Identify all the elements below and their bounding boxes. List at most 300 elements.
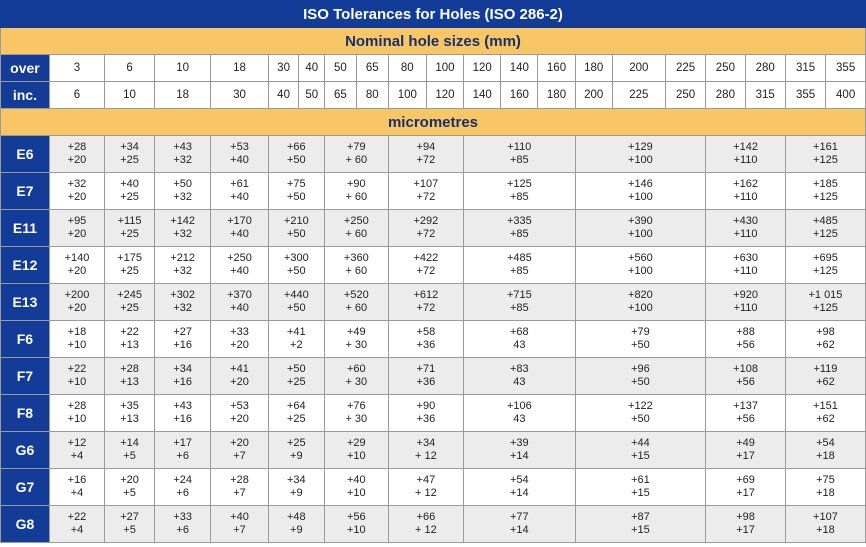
lower-deviation: +6	[176, 487, 189, 499]
grade-row	[1, 136, 866, 173]
lower-deviation: + 30	[345, 339, 368, 351]
upper-deviation: +88	[736, 326, 755, 338]
tolerance-cell	[706, 358, 786, 395]
lower-deviation: +125	[813, 302, 838, 314]
upper-deviation: +49	[736, 437, 755, 449]
upper-deviation: +390	[628, 215, 653, 227]
lower-deviation: +20	[230, 376, 249, 388]
lower-deviation: +50	[286, 191, 306, 203]
tolerance-cell	[49, 284, 104, 321]
tolerance-cell	[49, 210, 104, 247]
lower-deviation: +5	[123, 487, 136, 499]
tolerance-cell	[105, 358, 155, 395]
upper-deviation: +28	[67, 141, 87, 153]
grade-label: F8	[1, 395, 50, 432]
tolerance-cell	[324, 136, 388, 173]
tolerance-cell	[105, 506, 155, 543]
upper-deviation: +33	[173, 511, 192, 523]
tolerance-cell	[706, 395, 786, 432]
tolerance-cell	[706, 247, 786, 284]
lower-deviation: + 60	[345, 302, 368, 314]
grade-label: G6	[1, 432, 50, 469]
upper-deviation: +40	[120, 178, 139, 190]
upper-deviation: +75	[286, 178, 306, 190]
upper-deviation: +122	[628, 400, 653, 412]
tolerance-cell	[268, 210, 324, 247]
tolerance-cell	[575, 469, 706, 506]
size-over-cell: 30	[268, 55, 299, 82]
tolerance-cell	[155, 173, 211, 210]
size-over-cell: 180	[575, 55, 612, 82]
lower-deviation: + 60	[345, 191, 368, 203]
tolerance-cell	[268, 469, 324, 506]
tolerance-cell	[388, 173, 463, 210]
upper-deviation: +302	[170, 289, 196, 301]
lower-deviation: +4	[70, 524, 84, 536]
tolerance-cell	[268, 321, 324, 358]
lower-deviation: +17	[736, 524, 755, 536]
tolerance-cell	[464, 173, 576, 210]
tolerance-cell	[155, 358, 211, 395]
lower-deviation: +62	[816, 376, 835, 388]
upper-deviation: +16	[67, 474, 87, 486]
lower-deviation: +100	[628, 302, 653, 314]
lower-deviation: +20	[67, 228, 87, 240]
upper-deviation: +107	[813, 511, 838, 523]
lower-deviation: +17	[736, 450, 755, 462]
size-over-cell: 160	[538, 55, 575, 82]
upper-deviation: +24	[173, 474, 192, 486]
lower-deviation: +15	[631, 524, 650, 536]
lower-deviation: +18	[816, 524, 835, 536]
size-over-cell: 225	[665, 55, 705, 82]
lower-deviation: +32	[173, 265, 192, 277]
lower-deviation: + 12	[415, 524, 437, 536]
lower-deviation: +14	[510, 524, 529, 536]
upper-deviation: +151	[813, 400, 838, 412]
lower-deviation: +10	[346, 487, 366, 499]
tolerance-cell	[785, 358, 865, 395]
upper-deviation: +50	[286, 363, 306, 375]
lower-deviation: +13	[120, 339, 139, 351]
size-inc-cell: 10	[105, 82, 155, 109]
grade-label: E7	[1, 173, 50, 210]
upper-deviation: +820	[628, 289, 653, 301]
tolerance-cell	[324, 284, 388, 321]
lower-deviation: +62	[816, 339, 835, 351]
lower-deviation: + 12	[415, 450, 437, 462]
upper-deviation: +94	[416, 141, 436, 153]
grade-row	[1, 469, 866, 506]
lower-deviation: +100	[628, 228, 653, 240]
tolerance-cell	[575, 210, 706, 247]
grade-label: E12	[1, 247, 50, 284]
upper-deviation: +95	[67, 215, 87, 227]
grade-rows	[1, 136, 866, 543]
upper-deviation: +14	[120, 437, 139, 449]
tolerance-cell	[324, 432, 388, 469]
size-over-cell: 140	[501, 55, 538, 82]
lower-deviation: +36	[416, 376, 436, 388]
lower-deviation: +110	[733, 228, 758, 240]
tolerance-cell	[388, 432, 463, 469]
upper-deviation: +34	[416, 437, 436, 449]
upper-deviation: +422	[413, 252, 439, 264]
tolerance-cell	[464, 247, 576, 284]
upper-deviation: +29	[346, 437, 366, 449]
tolerance-cell	[49, 247, 104, 284]
upper-deviation: +129	[628, 141, 653, 153]
upper-deviation: +34	[120, 141, 139, 153]
tolerance-cell	[785, 247, 865, 284]
lower-deviation: +9	[290, 524, 303, 536]
upper-deviation: +17	[173, 437, 192, 449]
upper-deviation: +49	[346, 326, 366, 338]
lower-deviation: +56	[736, 339, 755, 351]
upper-deviation: +107	[413, 178, 439, 190]
tolerance-cell	[706, 506, 786, 543]
tolerance-cell	[211, 432, 268, 469]
tolerance-cell	[785, 395, 865, 432]
tolerance-cell	[575, 432, 706, 469]
lower-deviation: +16	[173, 376, 192, 388]
tolerance-cell	[211, 358, 268, 395]
lower-deviation: +20	[230, 413, 249, 425]
tolerance-cell	[324, 173, 388, 210]
lower-deviation: +72	[416, 154, 436, 166]
tolerance-cell	[785, 284, 865, 321]
size-inc-cell: 18	[155, 82, 211, 109]
lower-deviation: + 30	[345, 413, 368, 425]
tolerance-cell	[105, 247, 155, 284]
upper-deviation: +440	[283, 289, 309, 301]
grade-row	[1, 173, 866, 210]
upper-deviation: +87	[631, 511, 650, 523]
tolerance-cell	[324, 321, 388, 358]
upper-deviation: +115	[117, 215, 142, 227]
upper-deviation: +76	[346, 400, 366, 412]
upper-deviation: +175	[117, 252, 142, 264]
tolerance-cell	[785, 210, 865, 247]
tolerance-cell	[706, 173, 786, 210]
tolerance-cell	[211, 136, 268, 173]
tolerance-cell	[49, 395, 104, 432]
lower-deviation: +62	[816, 413, 835, 425]
tolerance-cell	[575, 358, 706, 395]
upper-deviation: +90	[346, 178, 366, 190]
upper-deviation: +485	[506, 252, 532, 264]
upper-deviation: +28	[120, 363, 139, 375]
lower-deviation: +10	[346, 450, 366, 462]
upper-deviation: +66	[286, 141, 306, 153]
tolerance-cell	[706, 432, 786, 469]
tolerance-cell	[575, 173, 706, 210]
size-inc-cell: 65	[324, 82, 356, 109]
upper-deviation: +715	[506, 289, 532, 301]
grade-label: E11	[1, 210, 50, 247]
lower-deviation: 43	[513, 413, 526, 425]
upper-deviation: +142	[733, 141, 758, 153]
tolerance-cell	[105, 469, 155, 506]
lower-deviation: + 60	[345, 228, 368, 240]
tolerance-cell	[105, 395, 155, 432]
lower-deviation: +125	[813, 154, 838, 166]
tolerance-cell	[464, 358, 576, 395]
tolerance-cell	[268, 284, 324, 321]
upper-deviation: +53	[230, 400, 249, 412]
tolerance-cell	[706, 136, 786, 173]
tolerance-cell	[155, 395, 211, 432]
upper-deviation: +41	[230, 363, 249, 375]
lower-deviation: +2	[290, 339, 303, 351]
lower-deviation: +25	[286, 413, 306, 425]
size-inc-cell: 280	[706, 82, 745, 109]
upper-deviation: +79	[631, 326, 650, 338]
size-over-cell: 200	[612, 55, 665, 82]
size-inc-cell: 400	[826, 82, 866, 109]
tolerance-cell	[211, 284, 268, 321]
upper-deviation: +43	[173, 400, 192, 412]
upper-deviation: +34	[286, 474, 306, 486]
grade-row	[1, 247, 866, 284]
grade-row	[1, 432, 866, 469]
size-over-cell: 65	[356, 55, 388, 82]
size-inc-cell: 80	[356, 82, 388, 109]
upper-deviation: +1 015	[808, 289, 843, 301]
grade-label: F6	[1, 321, 50, 358]
size-over-cell: 355	[826, 55, 866, 82]
tolerance-cell	[706, 210, 786, 247]
lower-deviation: +110	[733, 265, 758, 277]
lower-deviation: +20	[67, 302, 87, 314]
inc-row	[1, 82, 866, 109]
upper-deviation: +83	[510, 363, 529, 375]
grade-label: E13	[1, 284, 50, 321]
lower-deviation: +125	[813, 265, 838, 277]
upper-deviation: +119	[813, 363, 838, 375]
lower-deviation: +50	[286, 228, 306, 240]
upper-deviation: +60	[346, 363, 366, 375]
grade-label: F7	[1, 358, 50, 395]
lower-deviation: +85	[510, 265, 529, 277]
tolerance-cell	[464, 284, 576, 321]
upper-deviation: +27	[173, 326, 192, 338]
upper-deviation: +27	[120, 511, 139, 523]
tolerance-cell	[268, 432, 324, 469]
upper-deviation: +360	[343, 252, 369, 264]
lower-deviation: +32	[173, 191, 192, 203]
tolerance-cell	[49, 506, 104, 543]
lower-deviation: +25	[120, 265, 139, 277]
tolerance-cell	[211, 506, 268, 543]
tolerance-cell	[575, 136, 706, 173]
lower-deviation: +17	[736, 487, 755, 499]
grade-label: G7	[1, 469, 50, 506]
upper-deviation: +98	[736, 511, 755, 523]
upper-deviation: +69	[736, 474, 755, 486]
upper-deviation: +33	[230, 326, 249, 338]
upper-deviation: +61	[631, 474, 650, 486]
size-over-cell: 100	[426, 55, 463, 82]
size-over-cell: 6	[105, 55, 155, 82]
lower-deviation: +85	[510, 154, 529, 166]
lower-deviation: +32	[173, 154, 192, 166]
lower-deviation: +110	[733, 154, 758, 166]
upper-deviation: +50	[173, 178, 192, 190]
tolerance-cell	[211, 173, 268, 210]
upper-deviation: +58	[416, 326, 436, 338]
tolerance-cell	[706, 321, 786, 358]
tolerance-cell	[785, 506, 865, 543]
size-inc-cell: 120	[426, 82, 463, 109]
upper-deviation: +77	[510, 511, 529, 523]
size-inc-cell: 355	[785, 82, 825, 109]
lower-deviation: +40	[230, 265, 249, 277]
lower-deviation: +32	[173, 228, 192, 240]
table-title: ISO Tolerances for Holes (ISO 286-2)	[1, 1, 866, 28]
grade-row	[1, 321, 866, 358]
lower-deviation: +14	[510, 487, 529, 499]
over-row	[1, 55, 866, 82]
lower-deviation: +15	[631, 487, 650, 499]
tolerance-cell	[105, 173, 155, 210]
upper-deviation: +66	[416, 511, 436, 523]
lower-deviation: +50	[631, 413, 650, 425]
tolerance-cell	[155, 247, 211, 284]
upper-deviation: +22	[67, 363, 87, 375]
tolerance-cell	[388, 136, 463, 173]
size-inc-cell: 50	[299, 82, 324, 109]
lower-deviation: +18	[816, 487, 835, 499]
upper-deviation: +35	[120, 400, 139, 412]
lower-deviation: +25	[120, 302, 139, 314]
lower-deviation: +110	[733, 191, 758, 203]
tolerance-cell	[105, 432, 155, 469]
upper-deviation: +75	[816, 474, 835, 486]
size-inc-cell: 100	[388, 82, 426, 109]
upper-deviation: +20	[120, 474, 139, 486]
tolerance-cell	[464, 506, 576, 543]
upper-deviation: +245	[117, 289, 142, 301]
tolerance-cell	[49, 469, 104, 506]
upper-deviation: +22	[67, 511, 87, 523]
units-heading: micrometres	[1, 109, 866, 136]
upper-deviation: +292	[413, 215, 439, 227]
upper-deviation: +20	[230, 437, 249, 449]
lower-deviation: +6	[176, 450, 189, 462]
lower-deviation: +7	[233, 450, 246, 462]
tolerance-cell	[268, 395, 324, 432]
tolerance-cell	[706, 284, 786, 321]
tolerance-cell	[464, 469, 576, 506]
tolerance-cell	[785, 173, 865, 210]
size-over-cell: 315	[785, 55, 825, 82]
upper-deviation: +212	[170, 252, 196, 264]
lower-deviation: +9	[290, 450, 303, 462]
size-over-cell: 3	[49, 55, 104, 82]
tolerance-cell	[211, 210, 268, 247]
tolerance-cell	[575, 321, 706, 358]
tolerance-cell	[575, 284, 706, 321]
lower-deviation: +85	[510, 228, 529, 240]
size-over-cell: 120	[464, 55, 501, 82]
tolerance-cell	[388, 395, 463, 432]
upper-deviation: +40	[346, 474, 366, 486]
upper-deviation: +96	[631, 363, 650, 375]
lower-deviation: +56	[736, 376, 755, 388]
tolerance-cell	[211, 395, 268, 432]
tolerance-cell	[268, 247, 324, 284]
lower-deviation: +40	[230, 302, 249, 314]
lower-deviation: +10	[67, 413, 87, 425]
size-over-cell: 10	[155, 55, 211, 82]
tolerance-cell	[155, 210, 211, 247]
tolerance-cell	[464, 432, 576, 469]
upper-deviation: +79	[346, 141, 366, 153]
lower-deviation: +56	[736, 413, 755, 425]
tolerance-cell	[155, 469, 211, 506]
grade-row	[1, 284, 866, 321]
tolerance-cell	[49, 136, 104, 173]
tolerance-cell	[49, 432, 104, 469]
tolerance-cell	[464, 210, 576, 247]
tolerance-cell	[785, 469, 865, 506]
tolerance-cell	[211, 469, 268, 506]
upper-deviation: +110	[507, 141, 532, 153]
tolerance-cell	[575, 247, 706, 284]
upper-deviation: +41	[286, 326, 306, 338]
upper-deviation: +90	[416, 400, 436, 412]
lower-deviation: +32	[173, 302, 192, 314]
lower-deviation: +10	[67, 376, 87, 388]
upper-deviation: +61	[230, 178, 249, 190]
lower-deviation: +4	[70, 487, 84, 499]
upper-deviation: +520	[343, 289, 369, 301]
size-over-cell: 40	[299, 55, 324, 82]
upper-deviation: +68	[510, 326, 529, 338]
size-over-cell: 250	[706, 55, 745, 82]
tolerance-cell	[464, 321, 576, 358]
size-over-cell: 18	[211, 55, 268, 82]
lower-deviation: +16	[173, 339, 192, 351]
lower-deviation: +100	[628, 191, 653, 203]
lower-deviation: +25	[120, 191, 139, 203]
tolerance-cell	[211, 247, 268, 284]
upper-deviation: +34	[173, 363, 192, 375]
lower-deviation: +72	[416, 265, 436, 277]
upper-deviation: +98	[816, 326, 835, 338]
size-inc-cell: 250	[665, 82, 705, 109]
lower-deviation: +50	[631, 376, 650, 388]
upper-deviation: +300	[283, 252, 309, 264]
lower-deviation: +85	[510, 302, 529, 314]
upper-deviation: +146	[628, 178, 653, 190]
size-inc-cell: 200	[575, 82, 612, 109]
size-inc-cell: 30	[211, 82, 268, 109]
tolerance-cell	[324, 395, 388, 432]
upper-deviation: +108	[733, 363, 758, 375]
upper-deviation: +920	[733, 289, 758, 301]
lower-deviation: +25	[286, 376, 306, 388]
upper-deviation: +44	[631, 437, 650, 449]
lower-deviation: + 30	[345, 376, 368, 388]
tolerance-cell	[49, 173, 104, 210]
lower-deviation: +50	[286, 265, 306, 277]
upper-deviation: +430	[733, 215, 758, 227]
size-inc-cell: 180	[538, 82, 575, 109]
upper-deviation: +71	[416, 363, 436, 375]
lower-deviation: +72	[416, 228, 436, 240]
